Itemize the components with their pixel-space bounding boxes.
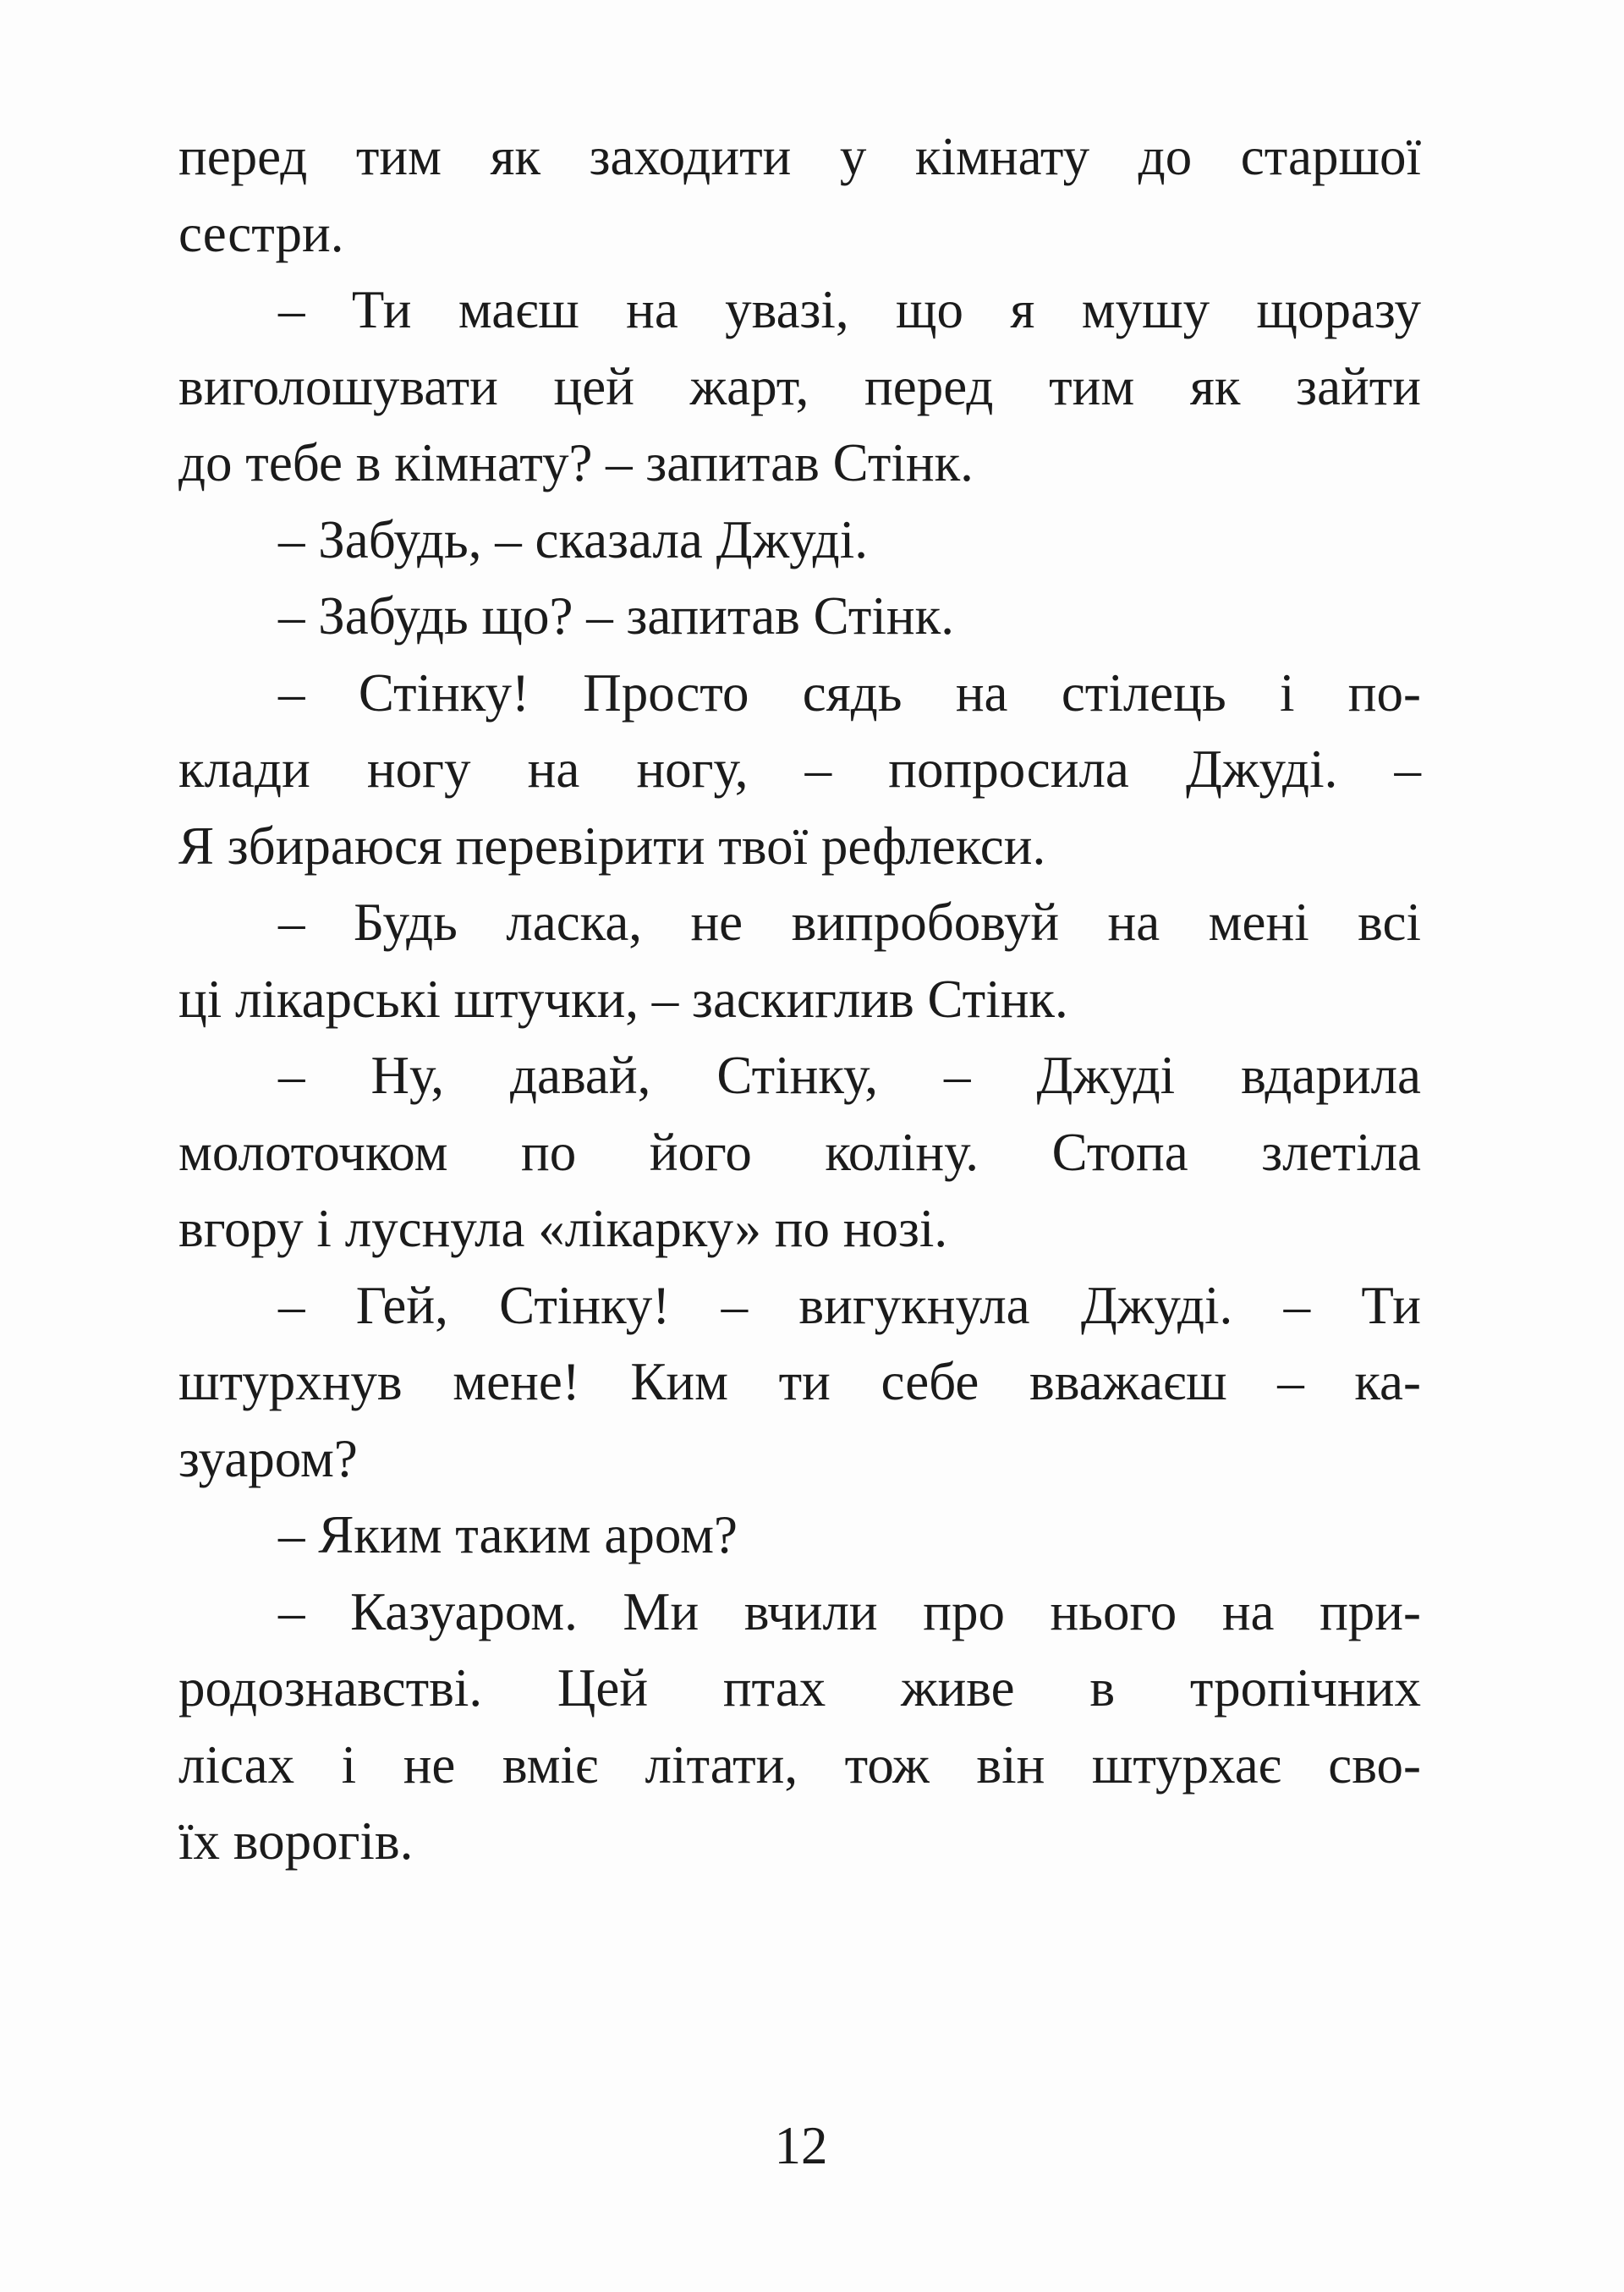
page-body-text xyxy=(178,118,1421,1880)
page-number: 12 xyxy=(774,2116,828,2175)
text-line: їх ворогів. xyxy=(178,1811,414,1871)
text-line: родознавстві. Цей птах живе в тропічних xyxy=(178,1658,1421,1718)
text-line: штурхнув мене! Ким ти себе вважаєш – ка- xyxy=(178,1352,1421,1411)
text-line: ці лікарські штучки, – заскиглив Стінк. xyxy=(178,969,1068,1029)
text-line: – Забудь, – сказала Джуді. xyxy=(278,509,868,569)
text-line: лісах і не вміє літати, тож він штурхає сво- xyxy=(178,1734,1421,1795)
text-line: – Будь ласка, не випробовуй на мені всі xyxy=(278,893,1421,952)
text-line: – Яким таким аром? xyxy=(278,1505,738,1564)
text-line: – Казуаром. Ми вчили про нього на при- xyxy=(278,1581,1421,1641)
text-line: – Гей, Стінку! – вигукнула Джуді. – Ти xyxy=(278,1275,1421,1335)
text-line: клади ногу на ногу, – попросила Джуді. – xyxy=(178,739,1421,799)
text-line: до тебе в кімнату? – запитав Стінк. xyxy=(178,433,974,492)
text-line: – Стінку! Просто сядь на стілець і по- xyxy=(278,662,1421,723)
text-line: – Забудь що? – запитав Стінк. xyxy=(278,586,954,646)
text-line: перед тим як заходити у кімнату до старшої xyxy=(178,127,1421,186)
text-line: сестри. xyxy=(178,203,344,263)
text-line: виголошувати цей жарт, перед тим як зайти xyxy=(178,356,1421,416)
text-line: вгору і луснула «лікарку» по нозі. xyxy=(178,1199,948,1258)
text-line: молоточком по його коліну. Стопа злетіла xyxy=(178,1122,1421,1182)
text-line: зуаром? xyxy=(178,1428,358,1488)
text-line: – Ну, давай, Стінку, – Джуді вдарила xyxy=(278,1046,1421,1105)
text-line: – Ти маєш на увазі, що я мушу щоразу xyxy=(278,280,1421,339)
text-line: Я збираюся перевірити твої рефлекси. xyxy=(178,816,1046,876)
